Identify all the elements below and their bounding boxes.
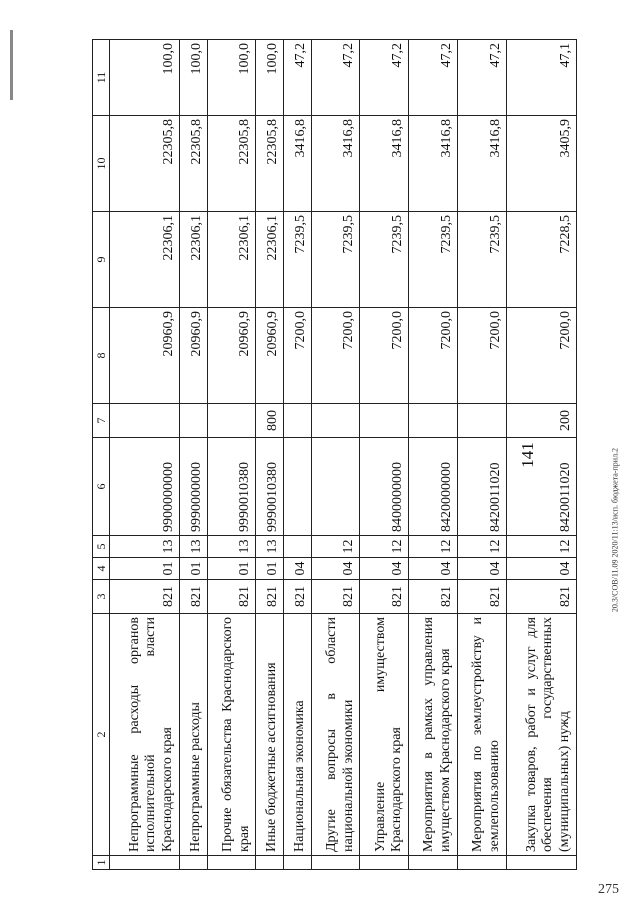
cell-vr (311, 404, 360, 438)
cell-col1 (311, 856, 360, 870)
cell-ved: 821 (207, 580, 256, 614)
cell-csr: 9990010380 (207, 438, 256, 536)
cell-csr: 9900000000 (110, 438, 180, 536)
cell-executed: 3405,9 (506, 116, 576, 212)
cell-name: Закупка товаров, работ и услуг для обеспечения государственных (муниципальных) нужд (506, 614, 576, 856)
cell-pr: 13 (110, 536, 180, 558)
cell-ved: 821 (311, 580, 360, 614)
cell-refined: 7239,5 (360, 212, 409, 308)
cell-ved: 821 (506, 580, 576, 614)
cell-col1 (110, 856, 180, 870)
cell-col1 (506, 856, 576, 870)
cell-ved: 821 (409, 580, 458, 614)
cell-percent: 100,0 (180, 40, 208, 116)
table-row (360, 40, 409, 870)
cell-executed: 22305,8 (256, 116, 284, 212)
header-cell-11: 11 (93, 40, 110, 116)
cell-vr (110, 404, 180, 438)
cell-name: Иные бюджетные ассигнования (256, 614, 284, 856)
cell-vr (458, 404, 507, 438)
table-row (409, 40, 458, 870)
table-header-row (93, 40, 110, 870)
cell-col1 (284, 856, 312, 870)
cell-pr: 12 (458, 536, 507, 558)
cell-refined: 22306,1 (110, 212, 180, 308)
cell-percent: 100,0 (256, 40, 284, 116)
cell-col1 (458, 856, 507, 870)
cell-pr: 12 (311, 536, 360, 558)
footer-page-number: 275 (598, 882, 619, 897)
cell-name: Мероприятия в рамках управления имуществом Краснодарского края (409, 614, 458, 856)
cell-rz: 04 (506, 558, 576, 580)
cell-ved: 821 (284, 580, 312, 614)
cell-refined: 7228,5 (506, 212, 576, 308)
page-number: 141 (518, 442, 537, 468)
cell-pr (284, 536, 312, 558)
cell-csr: 9990010380 (256, 438, 284, 536)
cell-plan: 20960,9 (256, 308, 284, 404)
cell-percent: 47,2 (409, 40, 458, 116)
cell-rz: 01 (207, 558, 256, 580)
cell-vr (284, 404, 312, 438)
header-cell-3: 3 (93, 580, 110, 614)
cell-ved: 821 (458, 580, 507, 614)
cell-vr (180, 404, 208, 438)
cell-refined: 7239,5 (284, 212, 312, 308)
cell-csr: 8420011020 (458, 438, 507, 536)
cell-pr: 12 (360, 536, 409, 558)
cell-refined: 7239,5 (409, 212, 458, 308)
cell-csr: 8400000000 (360, 438, 409, 536)
budget-table-container (92, 40, 577, 870)
cell-vr: 800 (256, 404, 284, 438)
table-row (207, 40, 256, 870)
cell-csr (311, 438, 360, 536)
cell-percent: 47,2 (360, 40, 409, 116)
cell-name: Непрограммные расходы (180, 614, 208, 856)
table-row (256, 40, 284, 870)
cell-name: Прочие обязательства Краснодарского края (207, 614, 256, 856)
cell-rz: 04 (360, 558, 409, 580)
cell-pr: 12 (409, 536, 458, 558)
cell-name: Непрограммные расходы органов исполнительной власти Краснодарского края (110, 614, 180, 856)
cell-name: Управление имуществом Краснодарского края (360, 614, 409, 856)
cell-executed: 3416,8 (409, 116, 458, 212)
cell-csr: 9990000000 (180, 438, 208, 536)
cell-refined: 7239,5 (311, 212, 360, 308)
cell-percent: 47,2 (311, 40, 360, 116)
cell-plan: 7200,0 (506, 308, 576, 404)
table-row (458, 40, 507, 870)
cell-rz: 04 (409, 558, 458, 580)
table-row (110, 40, 180, 870)
header-cell-9: 9 (93, 212, 110, 308)
cell-ved: 821 (180, 580, 208, 614)
header-cell-2: 2 (93, 614, 110, 856)
cell-plan: 20960,9 (207, 308, 256, 404)
cell-pr: 13 (207, 536, 256, 558)
cell-col1 (180, 856, 208, 870)
cell-col1 (409, 856, 458, 870)
cell-plan: 20960,9 (180, 308, 208, 404)
cell-executed: 3416,8 (311, 116, 360, 212)
cell-csr: 8420000000 (409, 438, 458, 536)
cell-name: Мероприятия по землеустройству и землепользованию (458, 614, 507, 856)
cell-executed: 3416,8 (284, 116, 312, 212)
header-cell-1: 1 (93, 856, 110, 870)
header-cell-7: 7 (93, 404, 110, 438)
cell-plan: 7200,0 (409, 308, 458, 404)
cell-name: Национальная экономика (284, 614, 312, 856)
cell-refined: 22306,1 (207, 212, 256, 308)
cell-ved: 821 (110, 580, 180, 614)
cell-col1 (207, 856, 256, 870)
cell-rz: 04 (284, 558, 312, 580)
cell-executed: 22305,8 (180, 116, 208, 212)
cell-executed: 22305,8 (207, 116, 256, 212)
cell-executed: 22305,8 (110, 116, 180, 212)
table-row (180, 40, 208, 870)
cell-plan: 7200,0 (458, 308, 507, 404)
cell-plan: 7200,0 (284, 308, 312, 404)
cell-col1 (360, 856, 409, 870)
cell-csr (284, 438, 312, 536)
cell-executed: 3416,8 (458, 116, 507, 212)
table-row (311, 40, 360, 870)
cell-ved: 821 (360, 580, 409, 614)
cell-plan: 7200,0 (311, 308, 360, 404)
cell-percent: 47,2 (284, 40, 312, 116)
cell-rz: 04 (458, 558, 507, 580)
cell-refined: 22306,1 (180, 212, 208, 308)
cell-plan: 7200,0 (360, 308, 409, 404)
margin-line (10, 30, 13, 100)
cell-vr (207, 404, 256, 438)
cell-csr: 8420011020 (506, 438, 576, 536)
cell-executed: 3416,8 (360, 116, 409, 212)
table-row (284, 40, 312, 870)
header-cell-10: 10 (93, 116, 110, 212)
cell-vr (360, 404, 409, 438)
file-stamp: 20.3/СОВ/11.09 2020/11:13/исп. бюджета-прил.2 (610, 447, 620, 613)
cell-rz: 01 (180, 558, 208, 580)
cell-percent: 47,1 (506, 40, 576, 116)
header-cell-4: 4 (93, 558, 110, 580)
budget-table (92, 39, 577, 870)
cell-col1 (256, 856, 284, 870)
cell-name: Другие вопросы в области национальной экономики (311, 614, 360, 856)
cell-vr (409, 404, 458, 438)
cell-pr: 13 (180, 536, 208, 558)
cell-refined: 7239,5 (458, 212, 507, 308)
cell-rz: 04 (311, 558, 360, 580)
cell-plan: 20960,9 (110, 308, 180, 404)
cell-vr: 200 (506, 404, 576, 438)
cell-ved: 821 (256, 580, 284, 614)
cell-pr: 13 (256, 536, 284, 558)
table-body (110, 40, 577, 870)
header-cell-5: 5 (93, 536, 110, 558)
table-row (506, 40, 576, 870)
cell-percent: 100,0 (110, 40, 180, 116)
cell-pr: 12 (506, 536, 576, 558)
cell-percent: 100,0 (207, 40, 256, 116)
cell-rz: 01 (256, 558, 284, 580)
cell-refined: 22306,1 (256, 212, 284, 308)
header-cell-8: 8 (93, 308, 110, 404)
header-cell-6: 6 (93, 438, 110, 536)
cell-percent: 47,2 (458, 40, 507, 116)
cell-rz: 01 (110, 558, 180, 580)
